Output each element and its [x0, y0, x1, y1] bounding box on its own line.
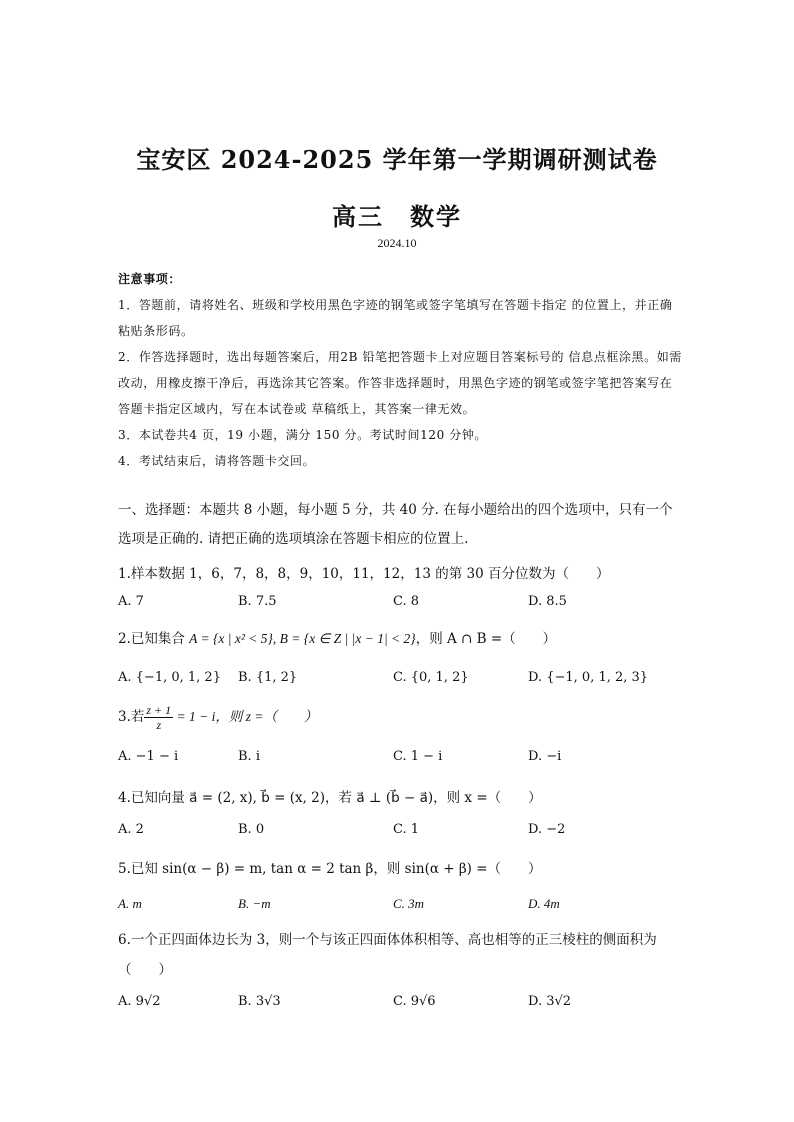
note-item-2: 2．作答选择题时，选出每题答案后，用2B 铅笔把答题卡上对应题目答案标号的 信息点框涂黑。如需改动，用橡皮擦干净后，再选涂其它答案。作答非选择题时，用黑色字迹的钢笔或签字笔把答案写在答题卡指定区域内，写在本试卷或 草稿纸上，其答案一律无效。 [118, 350, 682, 416]
question-4-option-b: B. 0 [238, 822, 265, 837]
question-3-options [118, 749, 684, 771]
question-4-option-c: C. 1 [393, 822, 420, 837]
question-1-option-a: A. 7 [118, 594, 144, 609]
question-2-option-c: C. {0, 1, 2} [393, 670, 469, 685]
question-3-prefix: 3.若 [118, 709, 145, 725]
exam-title: 宝安区 2024-2025 学年第一学期调研测试卷 [136, 145, 658, 174]
question-2-stem-text: 2.已知集合 [118, 631, 190, 647]
question-3-option-c: C. 1 − i [393, 749, 443, 764]
question-5-option-c: C. 3m [393, 896, 425, 911]
question-4-stem: 4.已知向量 a⃗ = (2, x), b⃗ = (x, 2)，若 a⃗ ⊥ (b⃗ − a⃗)，则 x =（ ） [118, 790, 542, 806]
question-5-stem: 5.已知 sin(α − β) = m, tan α = 2 tan β，则 sin(α + β) =（ ） [118, 861, 542, 877]
question-1-option-c: C. 8 [393, 594, 420, 609]
question-3-option-a: A. −1 − i [118, 749, 179, 764]
question-1-option-b: B. 7.5 [238, 594, 277, 609]
question-2-stem [118, 627, 684, 647]
note-item-3: 3．本试卷共4 页，19 小题，满分 150 分。考试时间120 分钟。 [118, 428, 488, 442]
question-2-stem-end: ，则 A ∩ B =（ ） [415, 631, 557, 647]
question-3-option-b: B. i [238, 749, 260, 764]
question-6-option-a: A. 9√2 [118, 994, 161, 1009]
question-3-stem [118, 703, 684, 732]
note-item-4: 4．考试结束后，请将答题卡交回。 [118, 454, 316, 468]
question-6-stem: 6.一个正四面体边长为 3，则一个与该正四面体体积相等、高也相等的正三棱柱的侧面积为 [118, 932, 657, 948]
question-2-option-b: B. {1, 2} [238, 670, 298, 685]
question-4-option-a: A. 2 [118, 822, 144, 837]
question-1-options [118, 594, 684, 616]
question-5-option-a: A. m [118, 896, 142, 911]
notes-heading: 注意事项： [118, 272, 182, 286]
question-3-frac-num: z + 1 [146, 703, 172, 717]
exam-subtitle: 高三 数学 [332, 202, 462, 231]
question-6-option-c: C. 9√6 [393, 994, 436, 1009]
question-5-option-b: B. −m [238, 896, 271, 911]
question-5-option-d: D. 4m [528, 896, 560, 911]
question-4-option-d: D. −2 [528, 822, 566, 837]
question-2-options [118, 670, 684, 692]
question-3-frac-den: z [156, 718, 162, 732]
question-3-option-d: D. −i [528, 749, 562, 764]
question-1-option-d: D. 8.5 [528, 594, 567, 609]
question-5-options [118, 896, 684, 918]
question-3-suffix: = 1 − i，则 z =（ ） [173, 709, 318, 724]
question-6-stem-cont: （ ） [118, 962, 172, 978]
question-1-stem: 1.样本数据 1，6，7，8，8，9，10，11，12，13 的第 30 百分位数为（ ） [118, 566, 610, 582]
question-2-formula: A = {x | x² < 5}, B = {x ∈ Z | |x − 1| < 2} [189, 631, 416, 646]
question-2-option-d: D. {−1, 0, 1, 2, 3} [528, 670, 649, 685]
question-6-option-b: B. 3√3 [238, 994, 281, 1009]
question-6-option-d: D. 3√2 [528, 994, 572, 1009]
question-4-options [118, 822, 684, 844]
exam-date: 2024.10 [377, 236, 417, 250]
question-2-option-a: A. {−1, 0, 1, 2} [118, 670, 221, 685]
notes-block [118, 266, 684, 474]
question-6-options [118, 994, 684, 1016]
section-intro: 一、选择题：本题共 8 小题，每小题 5 分，共 40 分. 在每小题给出的四个选项中，只有一个选项是正确的. 请把正确的选项填涂在答题卡相应的位置上. [118, 502, 673, 547]
question-3-fraction [144, 703, 173, 732]
note-item-1: 1．答题前，请将姓名、班级和学校用黑色字迹的钢笔或签字笔填写在答题卡指定 的位置上，并正确粘贴条形码。 [118, 298, 673, 338]
